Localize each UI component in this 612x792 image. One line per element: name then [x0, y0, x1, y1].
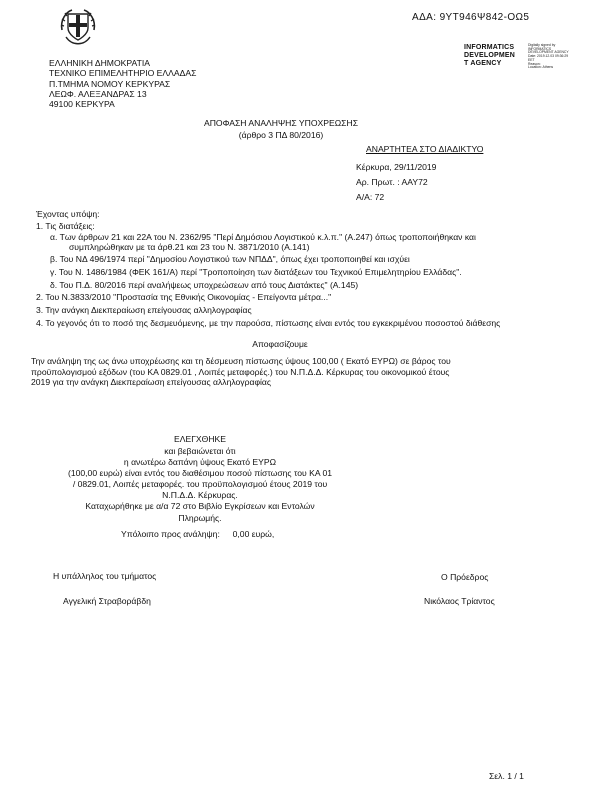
- org-line: ΕΛΛΗΝΙΚΗ ΔΗΜΟΚΡΑΤΙΑ: [49, 58, 150, 68]
- decision-line: Την ανάληψη της ως άνω υποχρέωσης και τη δέσμευση πίστωσης ύψους 100,00 ( Εκατό ΕΥΡΩ) σε βάρος του: [31, 356, 451, 366]
- org-line: 49100 ΚΕΡΚΥΡΑ: [49, 99, 115, 110]
- stamp-line: DEVELOPMENT AGENCY: [528, 50, 569, 55]
- consideration-subitem: γ. Του Ν. 1486/1984 (ΦΕΚ 161/Α) περί "Τροποποίηση των διατάξεων του Τεχνικού Επιμελητηρίου Ελλάδας".: [50, 267, 462, 277]
- logo-line: DEVELOPMEN: [464, 52, 516, 59]
- left-signatory-role: Η υπάλληλος του τμήματος: [53, 571, 157, 581]
- verification-line: Ν.Π.Δ.Δ. Κέρκυρας.: [162, 490, 238, 501]
- informatics-logo: [464, 44, 515, 68]
- consideration-item: 1. Τις διατάξεις:: [36, 221, 95, 231]
- consideration-subitem: δ. Του Π.Δ. 80/2016 περί αναλήψεως υποχρεώσεων από τους Διατάκτες" (Α.145): [50, 280, 359, 290]
- remaining-value: 0,00 ευρώ,: [232, 529, 275, 539]
- consideration-subitem-cont: συμπληρώθηκαν με τα άρθ.21 και 23 του Ν. 3871/2010 (Α.141): [69, 242, 310, 252]
- document-subtitle: (άρθρο 3 ΠΔ 80/2016): [238, 130, 324, 140]
- verification-line: Πληρωμής.: [178, 512, 222, 523]
- verification-line: / 0829.01, Λοιπές μεταφορές. του προϋπολογισμού έτους 2019 του: [72, 479, 328, 490]
- post-notice: ΑΝΑΡΤΗΤΕΑ ΣΤΟ ΔΙΑΔΙΚΤΥΟ: [366, 144, 484, 154]
- verification-line: και βεβαιώνεται ότι: [164, 446, 236, 456]
- decision-text: [31, 356, 451, 388]
- consideration-item: 3. Την ανάγκη Διεκπεραίωση επείγουσας αλληλογραφίας: [36, 305, 252, 315]
- right-signatory-name: Νικόλαος Τρίαντος: [424, 596, 495, 606]
- stamp-line: Date: 2019.12.03 09:36:29: [528, 54, 569, 59]
- verification-heading: ΕΛΕΓΧΘΗΚΕ: [173, 434, 227, 444]
- stamp-line: Location: Athens: [528, 65, 554, 70]
- org-line: Π.ΤΜΗΜΑ ΝΟΜΟΥ ΚΕΡΚΥΡΑΣ: [49, 78, 171, 89]
- stamp-line: Digitally signed by: [528, 43, 556, 47]
- considerations-intro: Έχοντας υπόψη:: [36, 209, 100, 219]
- remaining-label: Υπόλοιπο προς ανάληψη:: [121, 529, 220, 539]
- stamp-line: EET: [528, 57, 535, 62]
- left-signatory-name: Αγγελική Στραβοράβδη: [63, 596, 151, 606]
- org-line: ΤΕΧΝΙΚΟ ΕΠΙΜΕΛΗΤΗΡΙΟ ΕΛΛΑΔΑΣ: [49, 68, 197, 79]
- logo-line: T AGENCY: [464, 60, 502, 67]
- document-title: ΑΠΟΦΑΣΗ ΑΝΑΛΗΨΗΣ ΥΠΟΧΡΕΩΣΗΣ: [203, 118, 358, 128]
- decision-heading: Αποφασίζουμε: [252, 339, 308, 349]
- stamp-line: Reason:: [528, 61, 541, 66]
- org-line: ΛΕΩΦ. ΑΛΕΞΑΝΔΡΑΣ 13: [49, 88, 147, 99]
- consideration-subitem: β. Του ΝΔ 496/1974 περί "Δημοσίου Λογιστικού των ΝΠΔΔ", όπως έχει τροποποιηθεί και ισχύει: [50, 254, 410, 264]
- consideration-subitem: α. Των άρθρων 21 και 22Α του Ν. 2362/95 "Περί Δημόσιου Λογιστικού κ.λ.π." (Α.247) όπως τροποποιήθηκαν και: [50, 232, 476, 242]
- verification-text: [20, 446, 380, 524]
- organization-block: [49, 58, 196, 109]
- right-signatory-role: Ο Πρόεδρος: [441, 572, 489, 582]
- verification-line: Καταχωρήθηκε με α/α 72 στο Βιβλίο Εγκρίσεων και Εντολών: [85, 501, 315, 512]
- serial-number: Α/Α: 72: [356, 192, 385, 202]
- digital-signature-stamp: [528, 44, 569, 70]
- verification-line: η ανωτέρω δαπάνη ύψους Εκατό ΕΥΡΩ: [123, 457, 277, 468]
- stamp-line: INFORMATICS: [528, 46, 552, 51]
- remaining-balance: [121, 530, 274, 539]
- ada-code: ΑΔΑ: 9ΥΤ946Ψ842-ΟΩ5: [412, 12, 530, 23]
- decision-line: προϋπολογισμού εξόδων (του ΚΑ 0829.01 , Λοιπές μεταφορές.) του Ν.Π.Δ.Δ. Κέρκυρας του οικονομικού έτους: [31, 366, 450, 377]
- logo-line: INFORMATICS: [464, 44, 515, 51]
- greek-coat-of-arms-icon: [56, 4, 100, 48]
- page-number: Σελ. 1 / 1: [489, 771, 524, 781]
- verification-line: (100,00 ευρώ) είναι εντός του διαθέσιμου ποσού πίστωσης του ΚΑ 01: [67, 468, 333, 479]
- consideration-item: 2. Του Ν.3833/2010 "Προστασία της Εθνικής Οικονομίας - Επείγοντα μέτρα...": [36, 292, 332, 302]
- place-date: Κέρκυρα, 29/11/2019: [356, 162, 437, 172]
- consideration-item: 4. Το γεγονός ότι το ποσό της δεσμευόμενης, με την παρούσα, πίστωσης είναι εντός του εγκεκριμένου ποσοστού διάθεσης: [36, 318, 501, 328]
- decision-line: 2019 για την ανάγκη Διεκπεραίωση επείγουσας αλληλογραφίας: [31, 377, 272, 388]
- protocol-number: Αρ. Πρωτ. : ΑΑΥ72: [356, 177, 428, 187]
